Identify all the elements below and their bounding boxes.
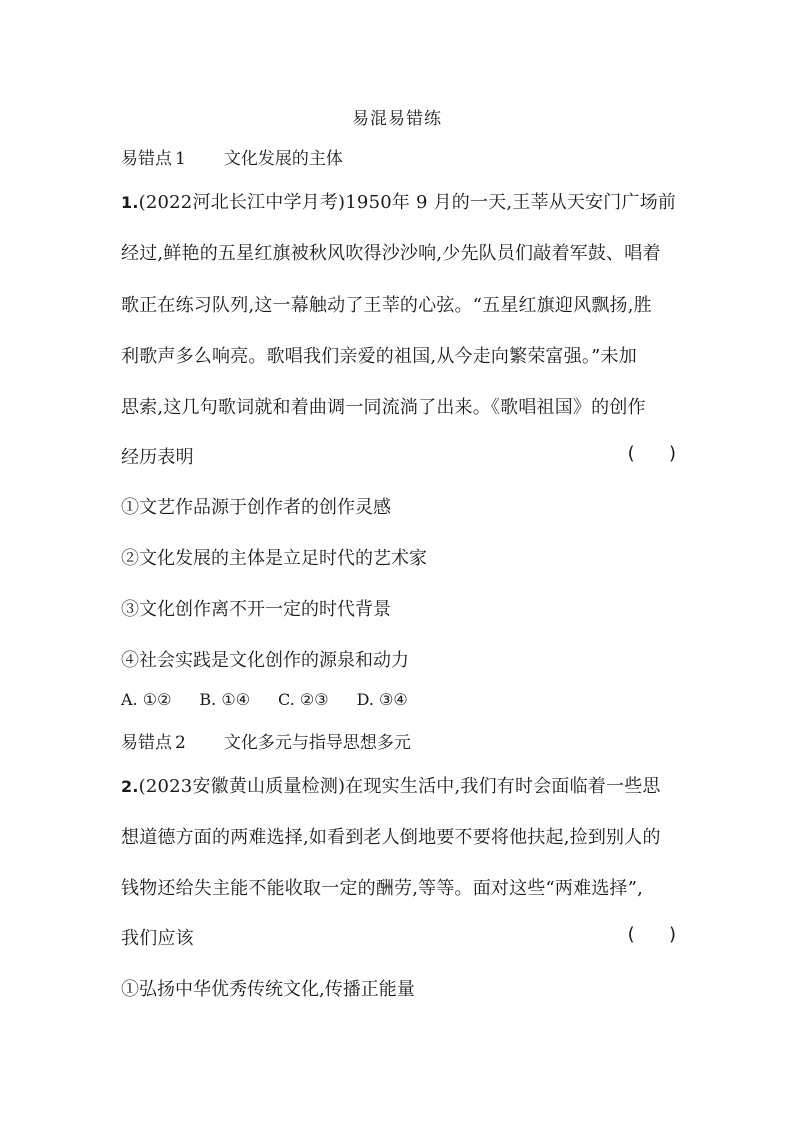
answer-bracket: ( )	[627, 443, 676, 464]
section-heading-1	[121, 144, 343, 169]
choice-b: B. ①④	[199, 690, 251, 709]
question-1-line-3: 歌正在练习队列,这一幕触动了王莘的心弦。“五星红旗迎风飘扬,胜	[121, 295, 652, 316]
choice-d: D. ③④	[356, 690, 408, 709]
section-label: 易错点	[121, 149, 172, 169]
question-1-line-2: 经过,鲜艳的五星红旗被秋风吹得沙沙响,少先队员们敲着军鼓、唱着	[121, 243, 661, 264]
option-1: ①文艺作品源于创作者的创作灵感	[121, 497, 391, 518]
option-1: ①弘扬中华优秀传统文化,传播正能量	[121, 979, 415, 1000]
section-topic: 文化多元与指导思想多元	[223, 733, 411, 753]
question-1-line-1	[121, 188, 681, 214]
section-heading-2	[121, 728, 411, 753]
question-1-line-4: 利歌声多么响亮。歌唱我们亲爱的祖国,从今走向繁荣富强。”未加	[121, 346, 637, 367]
option-2: ②文化发展的主体是立足时代的艺术家	[121, 548, 427, 569]
section-number: 2	[175, 733, 186, 753]
answer-bracket: ( )	[627, 924, 676, 945]
question-2-line-2: 想道德方面的两难选择,如看到老人倒地要不要将他扶起,捡到别人的	[121, 827, 661, 848]
question-number: 1.	[121, 193, 139, 212]
question-1-line-6: 经历表明	[121, 447, 194, 468]
section-label: 易错点	[121, 733, 172, 753]
page-title: 易混易错练	[352, 109, 442, 129]
question-2-line-3: 钱物还给失主能不能收取一定的酬劳,等等。面对这些“两难选择”,	[121, 878, 644, 899]
question-number: 2.	[121, 777, 139, 796]
question-1-line-5: 思索,这几句歌词就和着曲调一同流淌了出来。《歌唱祖国》的创作	[121, 397, 646, 418]
option-3: ③文化创作离不开一定的时代背景	[121, 599, 391, 620]
question-text: (2023安徽黄山质量检测)在现实生活中,我们有时会面临着一些思	[138, 776, 661, 797]
choice-c: C. ②③	[278, 690, 329, 709]
question-2-line-1	[121, 772, 681, 798]
option-4: ④社会实践是文化创作的源泉和动力	[121, 650, 409, 671]
question-text: (2022河北长江中学月考)1950年 9 月的一天,王莘从天安门广场前	[138, 192, 677, 213]
choice-a: A. ①②	[121, 690, 172, 709]
question-2-line-4: 我们应该	[121, 928, 194, 949]
answer-choices	[121, 690, 436, 709]
section-number: 1	[175, 149, 186, 169]
section-topic: 文化发展的主体	[223, 149, 343, 169]
